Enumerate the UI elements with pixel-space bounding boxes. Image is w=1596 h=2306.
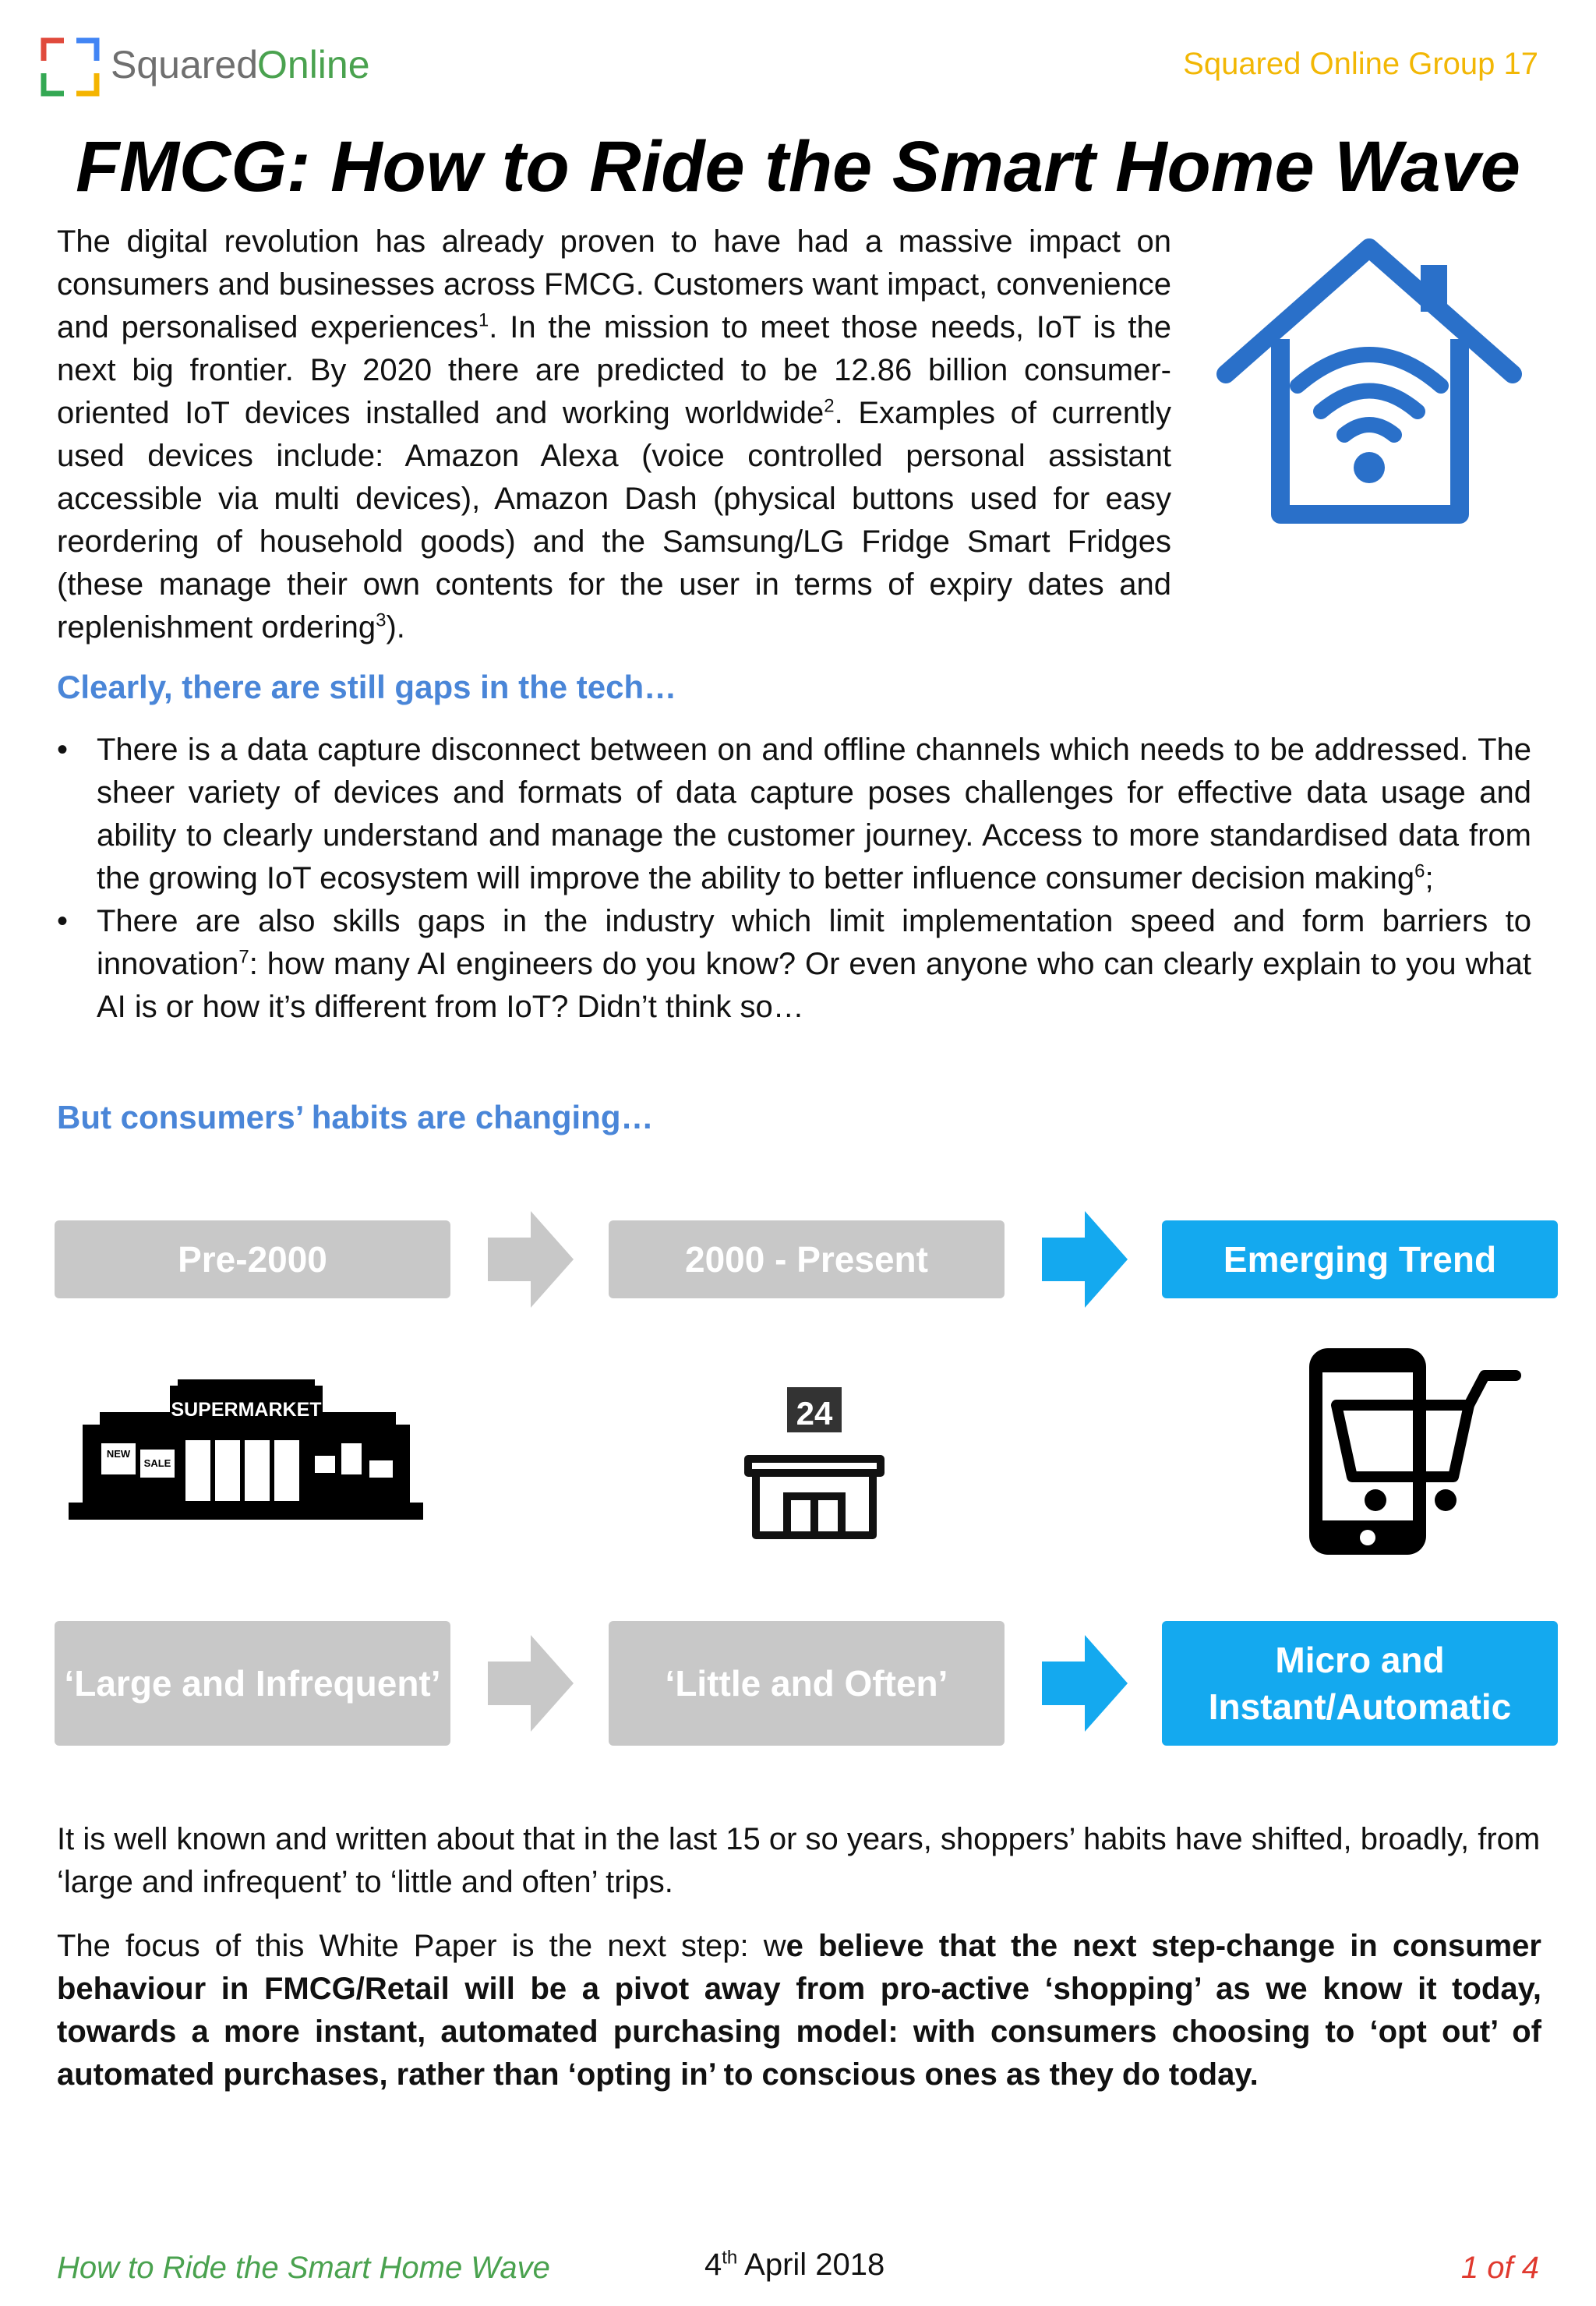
gaps-bullet-list bbox=[57, 729, 1531, 1029]
date-rest: April 2018 bbox=[737, 2248, 885, 2282]
arrow-right-icon bbox=[488, 1635, 574, 1732]
page-title: FMCG: How to Ride the Smart Home Wave bbox=[76, 127, 1520, 207]
intro-text-4: ). bbox=[386, 610, 405, 644]
footnote-ref: 3 bbox=[376, 609, 387, 631]
footer-title: How to Ride the Smart Home Wave bbox=[57, 2251, 550, 2285]
intro-text-2: . In the mission to meet those needs, IoT is the next big frontier. By 2020 there are predicted to be 12.86 billion consumer-oriented IoT devices installed and working worldwide bbox=[57, 310, 1172, 430]
page-number: 1 of 4 bbox=[1460, 2251, 1539, 2285]
sign-new: NEW bbox=[106, 1448, 131, 1460]
arrow-right-icon bbox=[1042, 1211, 1128, 1308]
date-day: 4 bbox=[704, 2248, 722, 2282]
bullet-text-end: ; bbox=[1425, 861, 1434, 895]
footnote-ref: 1 bbox=[478, 309, 489, 331]
outro-bold-text: e believe that the next step-change in consumer behaviour in FMCG/Retail will be a pivot away from pro-active ‘shopping’ as we know it today, towards a more instant, automated purchasing model: with consumers choosing to ‘opt out’ of automated purchases, rather than ‘opting in’ to conscious ones as they do today. bbox=[57, 1929, 1541, 2092]
supermarket-icon bbox=[69, 1379, 423, 1520]
section-heading-gaps: Clearly, there are still gaps in the tech… bbox=[57, 669, 677, 705]
list-item bbox=[57, 900, 1531, 1029]
footer-date bbox=[704, 2248, 885, 2283]
footnote-ref: 2 bbox=[824, 395, 835, 417]
section-heading-habits: But consumers’ habits are changing… bbox=[57, 1099, 654, 1135]
intro-text-1: The digital revolution has already proven to have had a massive impact on consumers and businesses across FMCG. Customers want impact, convenience and personalised experiences bbox=[57, 224, 1171, 344]
date-suffix: th bbox=[722, 2247, 738, 2269]
intro-text-3: . Examples of currently used devices include: Amazon Alexa (voice controlled personal assistant accessible via multi devices), Amazon Dash (physical buttons used for easy reordering of household goods) and the Samsung/LG Fridge Smart Fridges (these manage their own contents for the user in terms of expiry dates and replenishment ordering bbox=[57, 396, 1171, 644]
bullet-text: There is a data capture disconnect between on and offline channels which needs to be addressed. The sheer variety of devices and formats of data capture poses challenges for effective data usage and ability to clearly understand and manage the customer journey. Access to more standardised data from the growing IoT ecosystem will improve the ability to better influence consumer decision making bbox=[97, 733, 1531, 895]
smart-home-wifi-icon bbox=[1212, 234, 1527, 534]
stage-box-2000-present: 2000 - Present bbox=[609, 1220, 1005, 1298]
squared-online-logo bbox=[41, 34, 399, 97]
mobile-shopping-cart-icon bbox=[1305, 1344, 1524, 1559]
stage-box-pre-2000: Pre-2000 bbox=[55, 1220, 450, 1298]
footnote-ref: 6 bbox=[1414, 860, 1425, 882]
footnote-ref: 7 bbox=[238, 946, 249, 968]
behaviour-box-little-often: ‘Little and Often’ bbox=[609, 1621, 1005, 1746]
logo-word-squared: Squared bbox=[111, 43, 259, 87]
stage-box-emerging-trend: Emerging Trend bbox=[1162, 1220, 1558, 1298]
logo-word-online: Online bbox=[257, 43, 370, 87]
sign-sale: SALE bbox=[143, 1457, 171, 1469]
logo-mark-icon bbox=[41, 37, 100, 97]
list-item bbox=[57, 729, 1531, 900]
behaviour-box-large-infrequent: ‘Large and Infrequent’ bbox=[55, 1621, 450, 1746]
outro-paragraph-1: It is well known and written about that in the last 15 or so years, shoppers’ habits have shifted, broadly, from ‘large and infrequent’ to ‘little and often’ trips. bbox=[57, 1822, 1541, 1899]
arrow-right-icon bbox=[488, 1211, 574, 1308]
bullet-marker: • bbox=[57, 904, 69, 938]
outro-lead-text: The focus of this White Paper is the next step: w bbox=[57, 1929, 786, 1963]
bullet-text-end: : how many AI engineers do you know? Or even anyone who can clearly explain to you what AI is or how it’s different from IoT? Didn’t think so… bbox=[97, 947, 1531, 1024]
supermarket-sign: SUPERMARKET bbox=[171, 1399, 322, 1421]
bullet-text: There are also skills gaps in the industry which limit implementation speed and form barriers to innovation bbox=[97, 904, 1531, 981]
intro-paragraph bbox=[57, 221, 1171, 649]
convenience-store-24-icon bbox=[740, 1387, 888, 1543]
group-label: Squared Online Group 17 bbox=[1183, 47, 1538, 81]
store-24-label: 24 bbox=[796, 1395, 833, 1432]
arrow-right-icon bbox=[1042, 1635, 1128, 1732]
behaviour-box-micro-instant: Micro and Instant/Automatic bbox=[1162, 1621, 1558, 1746]
outro-paragraph-2 bbox=[57, 1925, 1541, 2096]
bullet-marker: • bbox=[57, 733, 69, 767]
